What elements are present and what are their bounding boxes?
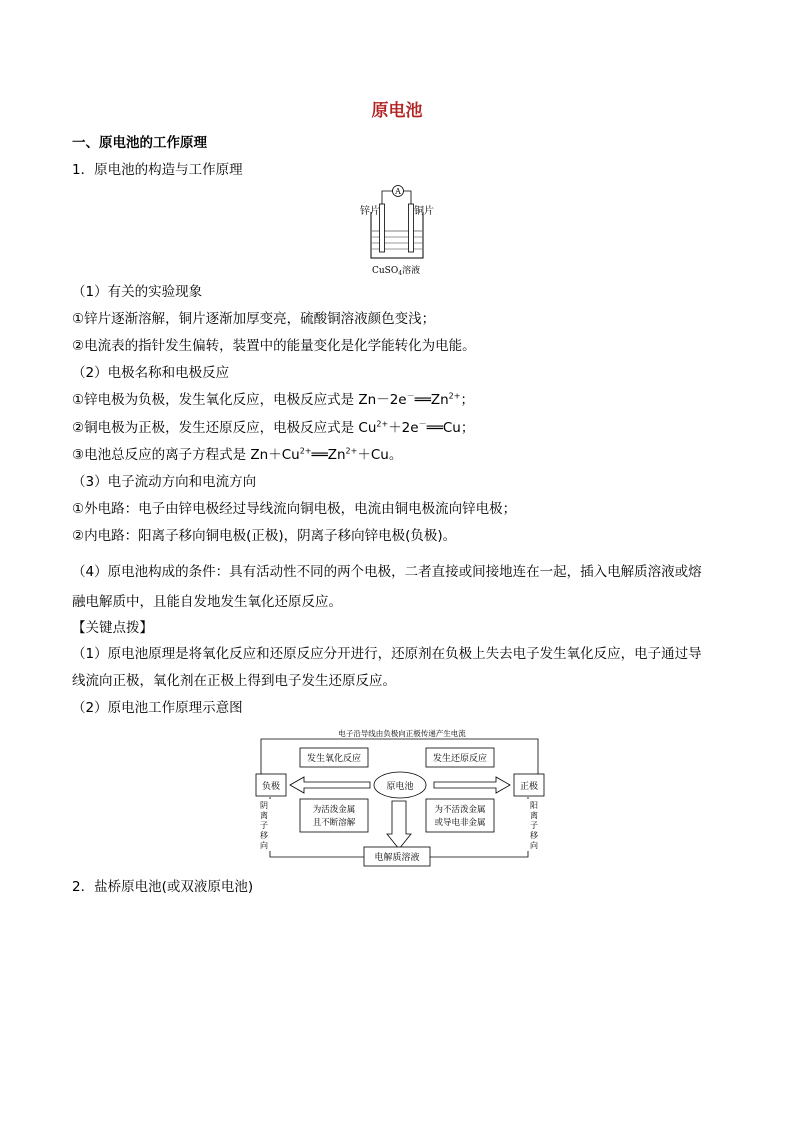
- svg-text:向: 向: [260, 841, 268, 850]
- electron-flow-caption: 电子沿导线由负极向正极传递产生电流: [338, 729, 466, 738]
- copper-electrode: [409, 204, 414, 252]
- galvanic-cell-figure: [358, 182, 438, 278]
- section-heading: 一、原电池的工作原理: [72, 135, 207, 151]
- page-title: 原电池: [371, 101, 423, 121]
- key-heading: 【关键点拨】: [72, 620, 153, 636]
- anion-migration-label: [257, 799, 271, 851]
- working-principle-diagram: [254, 727, 550, 870]
- copper-label: 铜片: [414, 206, 434, 217]
- right-arrow: [434, 777, 510, 793]
- svg-text:向: 向: [530, 841, 538, 850]
- para-line: 线流向正极，氧化剂在正极上得到电子发生还原反应。: [72, 673, 396, 689]
- svg-text:移: 移: [530, 831, 538, 840]
- equation-line: ②铜电极为正极，发生还原反应，电极反应式是 $Cu^{2+}+2e^-══Cu$；: [72, 419, 475, 436]
- equation-line: ③电池总反应的离子方程式是 $Zn+Cu^{2+}══Zn^{2+}+Cu$。: [72, 446, 403, 463]
- left-arrow: [290, 777, 370, 793]
- oxidation-label: 发生氧化反应: [306, 754, 362, 764]
- para-heading: （3）电子流动方向和电流方向: [72, 474, 257, 490]
- para-line: ①外电路：电子由锌电极经过导线流向铜电极，电流由铜电极流向锌电极；: [72, 501, 517, 517]
- svg-text:子: 子: [260, 821, 268, 830]
- para-line: ①锌片逐渐溶解，铜片逐渐加厚变亮，硫酸铜溶液颜色变浅；: [72, 311, 436, 327]
- svg-text:子: 子: [530, 821, 538, 830]
- para-line: （1）原电池原理是将氧化反应和还原反应分开进行，还原剂在负极上失去电子发生氧化反应，电子通过导: [72, 646, 702, 662]
- subsection-heading: 2．盐桥原电池(或双液原电池): [72, 879, 254, 895]
- active-metal-line2: 且不断溶解: [312, 818, 356, 828]
- down-arrow: [387, 801, 411, 849]
- subsection-heading: 1．原电池的构造与工作原理: [72, 162, 243, 178]
- para-line: ②电流表的指针发生偏转，装置中的能量变化是化学能转化为电能。: [72, 338, 476, 354]
- negative-electrode-label: 负极: [261, 782, 281, 792]
- active-metal-line1: 为活泼金属: [312, 805, 356, 815]
- para-heading: （2）电极名称和电极反应: [72, 365, 230, 381]
- positive-electrode-label: 正极: [519, 782, 539, 792]
- reduction-label: 发生还原反应: [432, 754, 488, 764]
- solution-label: CuSO$_4$溶液: [372, 266, 421, 277]
- zinc-label: 锌片: [360, 206, 380, 217]
- svg-text:阴: 阴: [260, 801, 268, 810]
- para-line: （4）原电池构成的条件：具有活动性不同的两个电极，二者直接或间接地连在一起，插入电解质溶液或熔: [72, 564, 702, 580]
- svg-text:移: 移: [260, 831, 268, 840]
- svg-text:离: 离: [530, 811, 538, 820]
- inactive-metal-line1: 为不活泼金属: [434, 805, 486, 815]
- svg-text:阳: 阳: [530, 801, 538, 810]
- svg-text:离: 离: [260, 811, 268, 820]
- cell-label: 原电池: [386, 782, 414, 792]
- para-heading: （1）有关的实验现象: [72, 284, 203, 300]
- zinc-electrode: [380, 204, 385, 252]
- para-line: ②内电路：阳离子移向铜电极(正极)，阴离子移向锌电极(负极)。: [72, 528, 457, 544]
- electrolyte-label: 电解质溶液: [374, 853, 420, 863]
- inactive-metal-line2: 或导电非金属: [434, 818, 486, 828]
- cation-migration-label: [527, 799, 541, 851]
- para-line: 融电解质中，且能自发地发生氧化还原反应。: [72, 594, 342, 610]
- para-heading: （2）原电池工作原理示意图: [72, 700, 243, 716]
- ammeter-label: A: [395, 187, 401, 196]
- equation-line: ①锌电极为负极，发生氧化反应，电极反应式是 $Zn-2e^-══Zn^{2+}$；: [72, 391, 474, 408]
